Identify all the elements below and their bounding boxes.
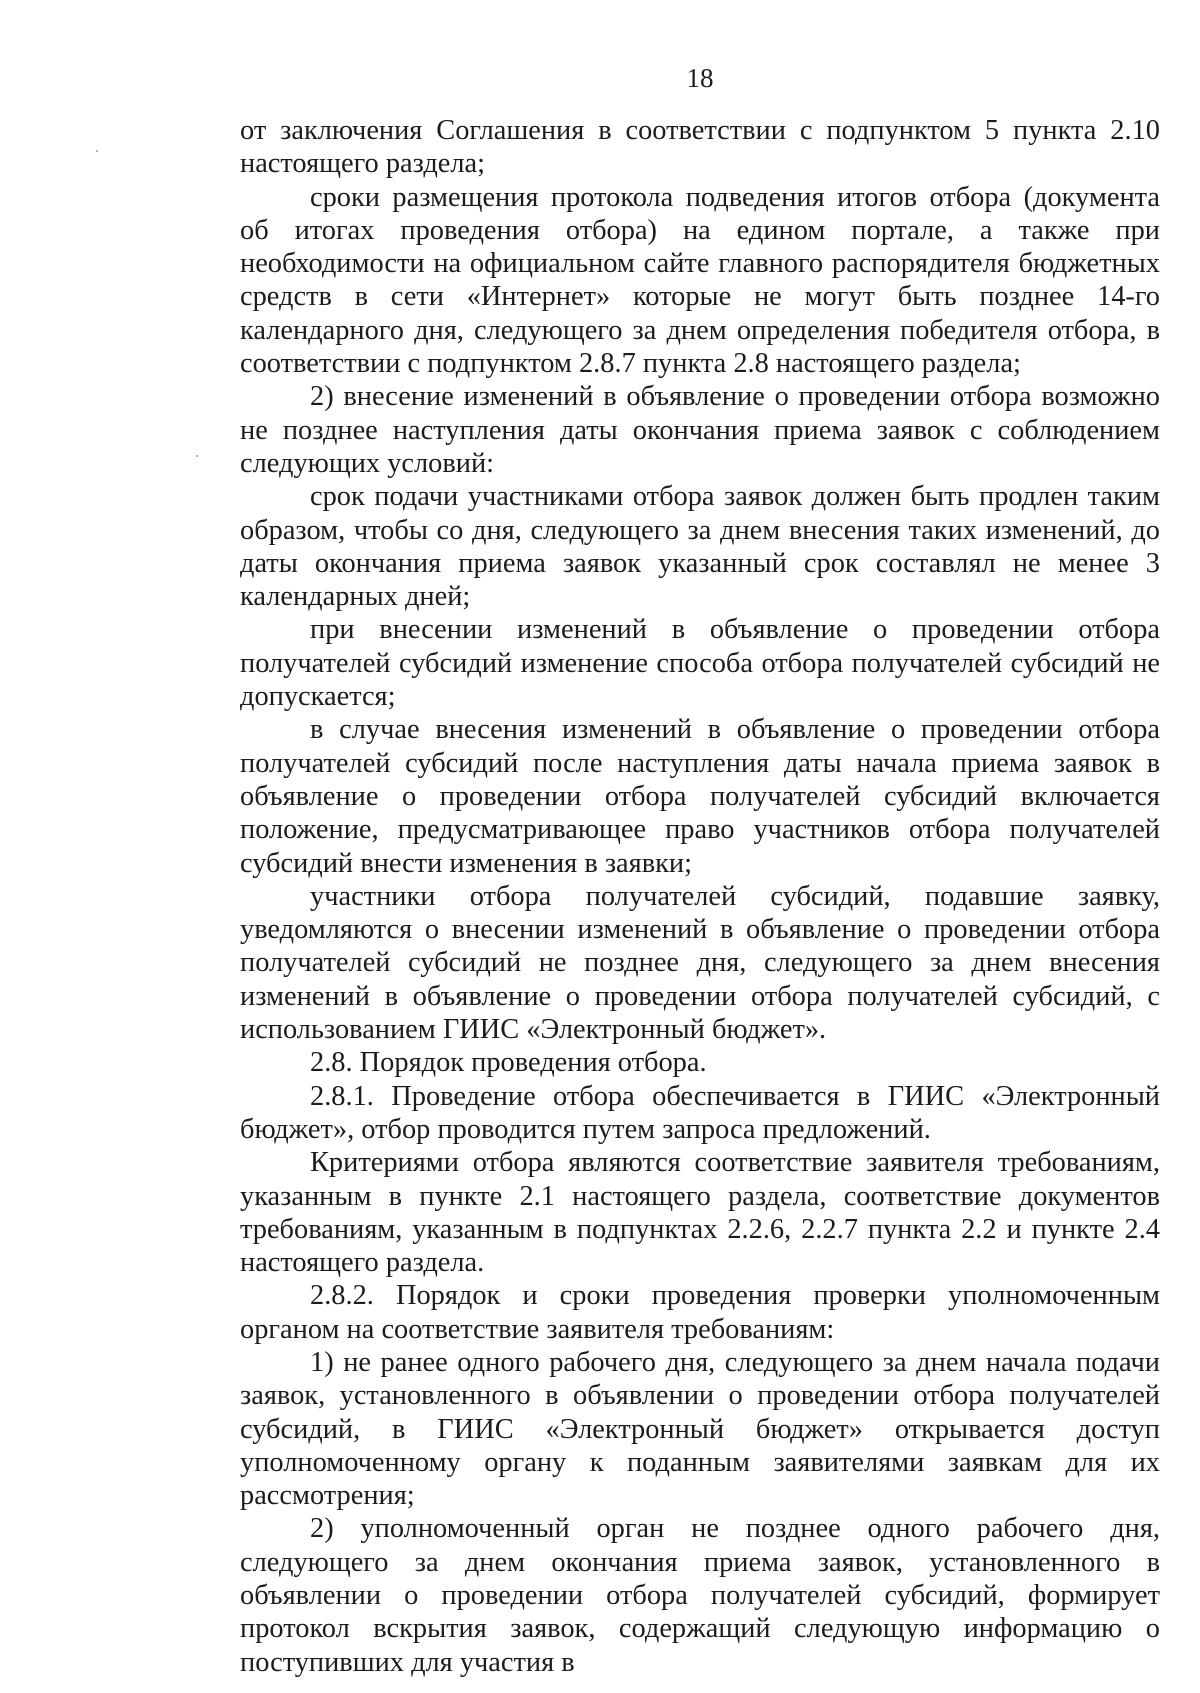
paragraph-item-1: 1) не ранее одного рабочего дня, следующего за днем начала подачи заявок, установленного в объявлении о проведении отбора получателей субсидий, в ГИИС «Электронный бюджет» открывается доступ уполномоченному органу к поданным заявителями заявкам для их рассмотрения; [240, 1346, 1160, 1512]
section-heading-2-8: 2.8. Порядок проведения отбора. [310, 1047, 707, 1079]
document-body [240, 114, 1160, 1679]
scan-speck [196, 455, 198, 457]
paragraph-7: участники отбора получателей субсидий, подавшие заявку, уведомляются о внесении изменений в объявление о проведении отбора получателей субсидий не позднее дня, следующего за днем внесения изменений в объявление о проведении отбора получателей субсидий, с использованием ГИИС «Электронный бюджет». [240, 880, 1160, 1046]
paragraph-item-2: 2) уполномоченный орган не позднее одного рабочего дня, следующего за днем окончания приема заявок, установленного в объявлении о проведении отбора получателей субсидий, формирует протокол вскрытия заявок, содержащий следующую информацию о поступивших для участия в [240, 1513, 1160, 1678]
page-number: 18 [686, 63, 714, 93]
paragraph-5: при внесении изменений в объявление о проведении отбора получателей субсидий изменение способа отбора получателей субсидий не допускается; [240, 614, 1160, 713]
paragraph-criteria: Критериями отбора являются соответствие заявителя требованиям, указанным в пункте 2.1 настоящего раздела, соответствие документов требованиям, указанным в подпунктах 2.2.6, 2.2.7 пункта 2.2 и пункте 2.4 настоящего раздела. [240, 1147, 1160, 1279]
paragraph-1: от заключения Соглашения в соответствии с подпунктом 5 пункта 2.10 настоящего раздела; [240, 115, 1160, 180]
paragraph-3: 2) внесение изменений в объявление о проведении отбора возможно не позднее наступления даты окончания приема заявок с соблюдением следующих условий: [240, 381, 1160, 479]
paragraph-2-8-1: 2.8.1. Проведение отбора обеспечивается в ГИИС «Электронный бюджет», отбор проводится путем запроса предложений. [240, 1080, 1160, 1145]
scan-speck [96, 150, 98, 152]
paragraph-4: срок подачи участниками отбора заявок должен быть продлен таким образом, чтобы со дня, следующего за днем внесения таких изменений, до даты окончания приема заявок указанный срок составлял не менее 3 календарных дней; [240, 481, 1160, 613]
paragraph-2-8-2: 2.8.2. Порядок и сроки проведения проверки уполномоченным органом на соответствие заявителя требованиям: [240, 1280, 1160, 1345]
paragraph-6: в случае внесения изменений в объявление о проведении отбора получателей субсидий после наступления даты начала приема заявок в объявление о проведении отбора получателей субсидий включается положение, предусматривающее право участников отбора получателей субсидий внести изменения в заявки; [240, 714, 1160, 879]
paragraph-2: сроки размещения протокола подведения итогов отбора (документа об итогах проведения отбора) на едином портале, а также при необходимости на официальном сайте главного распорядителя бюджетных средств в сети «Интернет» которые не могут быть позднее 14-го календарного дня, следующего за днем определения победителя отбора, в соответствии с подпунктом 2.8.7 пункта 2.8 настоящего раздела; [240, 181, 1160, 380]
